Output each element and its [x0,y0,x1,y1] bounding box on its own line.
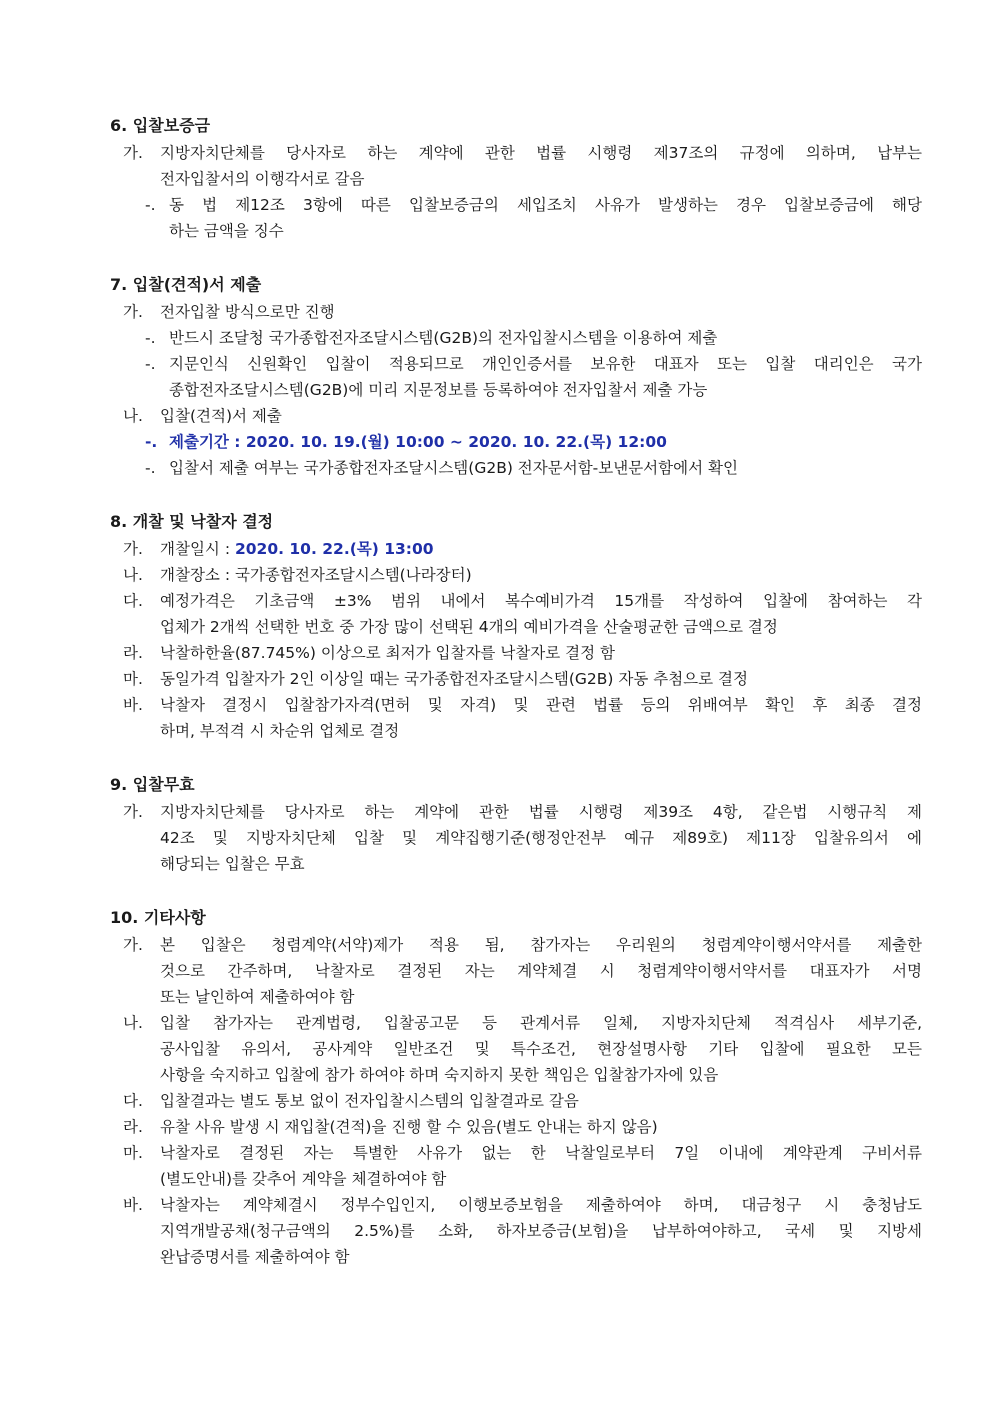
item-continuation [110,1218,922,1244]
item-marker: 가. [123,803,143,821]
item-continuation [110,1062,922,1088]
item-marker: 다. [123,592,143,610]
section-title: 10. 기타사항 [110,908,206,927]
list-item [110,1010,922,1036]
item-text: 업체가 2개씩 선택한 번호 중 가장 많이 선택된 4개의 예비가격을 산술평균한 금액으로 결정 [160,618,778,636]
item-text: 낙찰하한율(87.745%) 이상으로 최저가 입찰자를 낙찰자로 결정 함 [160,644,615,662]
item-marker: 바. [123,696,143,714]
item-continuation [110,984,922,1010]
item-continuation [110,166,922,192]
item-text: 낙찰자는 계약체결시 정부수입인지, 이행보증보험을 제출하여야 하며, 대금청구 시 충청남도 [160,1196,922,1214]
list-item [110,299,922,325]
item-continuation [110,1166,922,1192]
item-text: (별도안내)를 갖추어 계약을 체결하여야 함 [160,1170,447,1188]
opening-label: 개찰일시 : [160,540,235,558]
item-marker: -. [145,459,156,477]
list-item [110,588,922,614]
item-marker: 가. [123,144,143,162]
item-continuation [110,825,922,851]
item-text: 42조 및 지방자치단체 입찰 및 계약집행기준(행정안전부 예규 제89호) 제11장 입찰유의서 에 [160,829,922,847]
item-marker: -. [145,433,158,451]
list-item [110,403,922,429]
list-item [110,1088,922,1114]
list-item [110,1114,922,1140]
item-continuation [110,1036,922,1062]
item-continuation [110,377,922,403]
list-item [110,932,922,958]
item-marker: -. [145,196,156,214]
item-marker: 바. [123,1196,143,1214]
item-text: 유찰 사유 발생 시 재입찰(견적)을 진행 할 수 있음(별도 안내는 하지 않음) [160,1118,658,1136]
section-bid-submission [110,271,922,481]
list-item [110,1192,922,1218]
item-continuation [110,614,922,640]
item-text: 전자입찰서의 이행각서로 갈음 [160,170,365,188]
list-item [110,455,922,481]
item-text: 것으로 간주하며, 낙찰자로 결정된 자는 계약체결 시 청렴계약이행서약서를 대표자가 서명 [160,962,922,980]
list-item [110,325,922,351]
item-text: 전자입찰 방식으로만 진행 [160,303,335,321]
item-text: 입찰서 제출 여부는 국가종합전자조달시스템(G2B) 전자문서함-보낸문서함에서 확인 [169,459,738,477]
section-title: 6. 입찰보증금 [110,116,211,135]
opening-datetime-value: 2020. 10. 22.(목) 13:00 [234,540,434,558]
item-continuation [110,851,922,877]
submission-period-text: 제출기간 : 2020. 10. 19.(월) 10:00 ~ 2020. 10. 22.(목) 12:00 [169,433,667,451]
item-text: 본 입찰은 청렴계약(서약)제가 적용 됨, 참가자는 우리원의 청렴계약이행서약서를 제출한 [160,936,922,954]
item-text: 동 법 제12조 3항에 따른 입찰보증금의 세입조치 사유가 발생하는 경우 입찰보증금에 해당 [169,196,922,214]
item-marker: -. [145,355,156,373]
list-item [110,640,922,666]
opening-datetime [110,536,922,562]
item-text: 지방자치단체를 당사자로 하는 계약에 관한 법률 시행령 제37조의 규정에 의하며, 납부는 [160,144,922,162]
item-text: 지역개발공채(청구금액의 2.5%)를 소화, 하자보증금(보험)을 납부하여야하고, 국세 및 지방세 [160,1222,922,1240]
list-item [110,799,922,825]
item-text: 완납증명서를 제출하여야 함 [160,1248,350,1266]
section-other-matters [110,904,922,1270]
list-item [110,666,922,692]
item-marker: 나. [123,1014,143,1032]
section-bid-bond [110,112,922,244]
section-opening-award [110,508,922,744]
item-continuation [110,1244,922,1270]
item-marker: 가. [123,540,143,558]
item-marker: 라. [123,1118,143,1136]
item-text: 동일가격 입찰자가 2인 이상일 때는 국가종합전자조달시스템(G2B) 자동 추첨으로 결정 [160,670,748,688]
item-continuation [110,718,922,744]
list-item [110,351,922,377]
section-bid-invalid [110,771,922,877]
item-text: 예정가격은 기초금액 ±3% 범위 내에서 복수예비가격 15개를 작성하여 입찰에 참여하는 각 [160,592,922,610]
item-text: 반드시 조달청 국가종합전자조달시스템(G2B)의 전자입찰시스템을 이용하여 제출 [169,329,718,347]
item-text: 지문인식 신원확인 입찰이 적용되므로 개인인증서를 보유한 대표자 또는 입찰 대리인은 국가 [169,355,922,373]
item-text [160,536,922,562]
item-text: 지방자치단체를 당사자로 하는 계약에 관한 법률 시행령 제39조 4항, 같은법 시행규칙 제 [160,803,922,821]
item-text: 공사입찰 유의서, 공사계약 일반조건 및 특수조건, 현장설명사항 기타 입찰에 필요한 모든 [160,1040,922,1058]
item-text: 또는 날인하여 제출하여야 함 [160,988,355,1006]
item-marker: 마. [123,1144,143,1162]
item-marker: 나. [123,407,143,425]
list-item [110,1140,922,1166]
item-text: 사항을 숙지하고 입찰에 참가 하여야 하며 숙지하지 못한 책임은 입찰참가자에 있음 [160,1066,719,1084]
item-marker: -. [145,329,156,347]
item-marker: 라. [123,644,143,662]
item-continuation [110,218,922,244]
list-item [110,192,922,218]
item-marker: 가. [123,936,143,954]
item-text: 해당되는 입찰은 무효 [160,855,305,873]
item-text: 입찰결과는 별도 통보 없이 전자입찰시스템의 입찰결과로 갈음 [160,1092,579,1110]
section-title: 7. 입찰(견적)서 제출 [110,275,262,294]
item-text: 하는 금액을 징수 [169,222,284,240]
list-item [110,140,922,166]
item-text: 종합전자조달시스템(G2B)에 미리 지문정보를 등록하여야 전자입찰서 제출 가능 [169,381,708,399]
section-title: 9. 입찰무효 [110,775,195,794]
item-text: 낙찰자 결정시 입찰참가자격(면허 및 자격) 및 관련 법률 등의 위배여부 확인 후 최종 결정 [160,696,922,714]
list-item [110,692,922,718]
item-text: 입찰(견적)서 제출 [160,407,282,425]
list-item [110,562,922,588]
item-text: 개찰장소 : 국가종합전자조달시스템(나라장터) [160,566,472,584]
submission-period [110,429,922,455]
item-text: 하며, 부적격 시 차순위 업체로 결정 [160,722,400,740]
item-text: 낙찰자로 결정된 자는 특별한 사유가 없는 한 낙찰일로부터 7일 이내에 계약관계 구비서류 [160,1144,922,1162]
item-marker: 가. [123,303,143,321]
item-text: 입찰 참가자는 관계법령, 입찰공고문 등 관계서류 일체, 지방자치단체 적격심사 세부기준, [160,1014,922,1032]
item-continuation [110,958,922,984]
item-marker: 다. [123,1092,143,1110]
section-title: 8. 개찰 및 낙찰자 결정 [110,512,274,531]
item-marker: 나. [123,566,143,584]
item-marker: 마. [123,670,143,688]
